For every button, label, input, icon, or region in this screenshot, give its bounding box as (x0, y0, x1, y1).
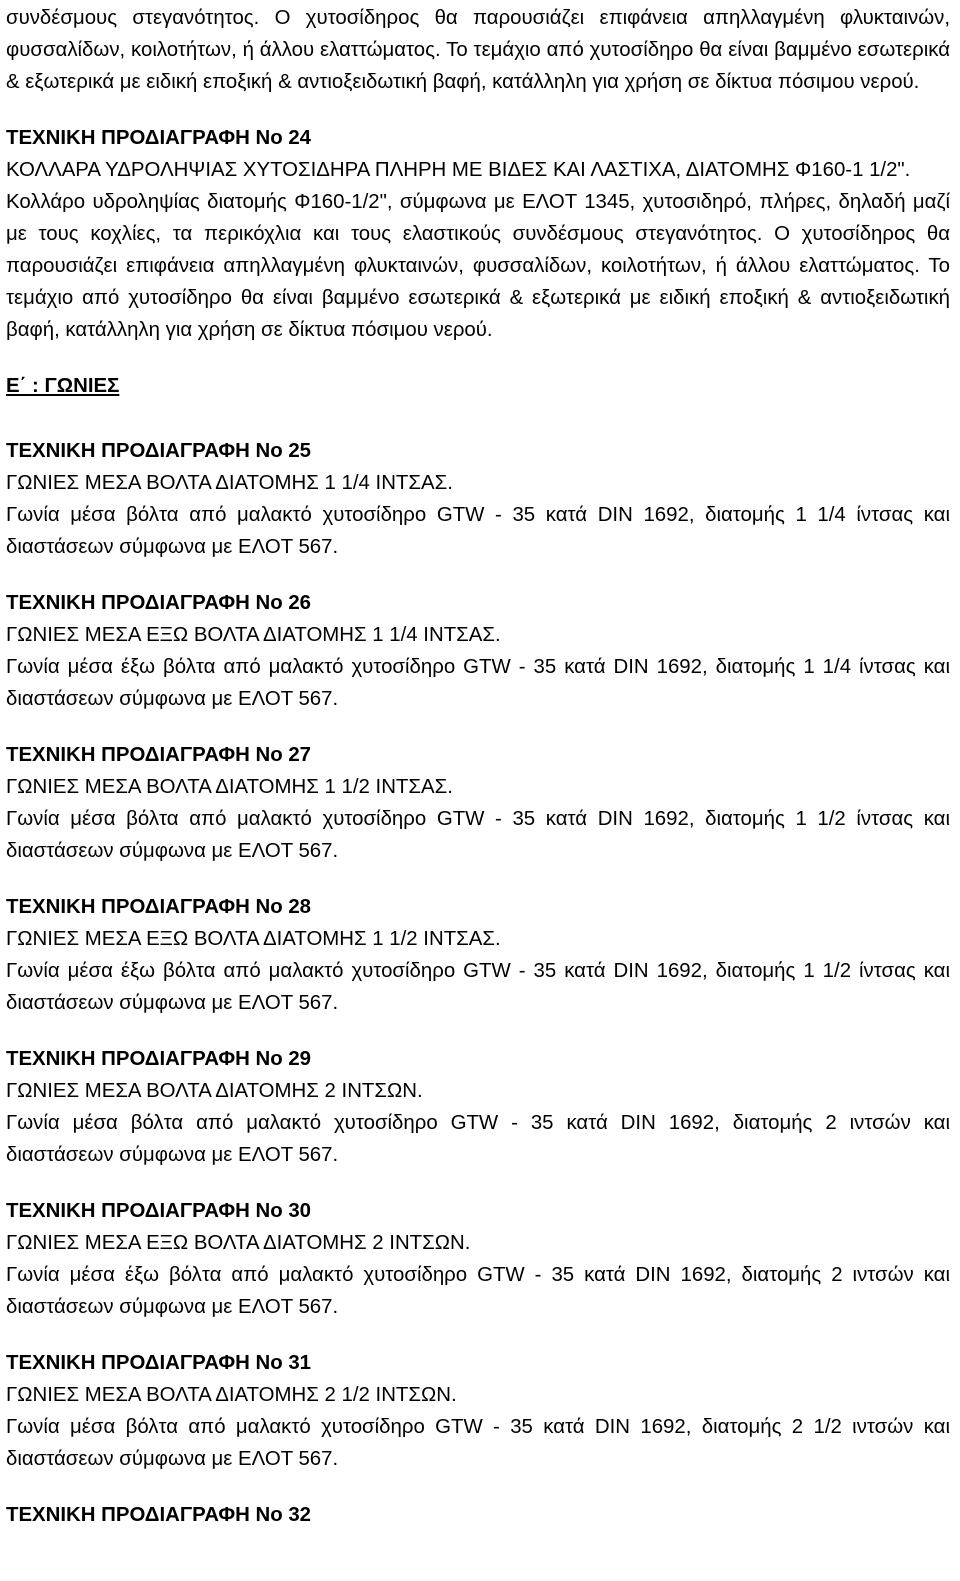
spec-29 (6, 1043, 950, 1171)
spec-27 (6, 739, 950, 867)
spacer (6, 1019, 950, 1043)
spec-31 (6, 1347, 950, 1475)
spacer (6, 1171, 950, 1195)
spec-title: ΓΩΝΙΕΣ ΜΕΣΑ ΕΞΩ ΒΟΛΤΑ ΔΙΑΤΟΜΗΣ 1 1/2 ΙΝΤΣΑΣ. (6, 928, 501, 950)
spec-heading: ΤΕΧΝΙΚΗ ΠΡΟΔΙΑΓΡΑΦΗ Νο 30 (6, 1200, 312, 1222)
spacer (6, 867, 950, 891)
spec-heading: ΤΕΧΝΙΚΗ ΠΡΟΔΙΑΓΡΑΦΗ Νο 32 (6, 1504, 312, 1526)
spacer (6, 98, 950, 122)
spec-26 (6, 587, 950, 715)
spec-heading: ΤΕΧΝΙΚΗ ΠΡΟΔΙΑΓΡΑΦΗ Νο 29 (6, 1048, 312, 1070)
spacer (6, 715, 950, 739)
spacer (6, 1475, 950, 1499)
document-page (6, 2, 950, 1531)
section-title: Ε΄ : ΓΩΝΙΕΣ (6, 375, 120, 397)
spec-32 (6, 1499, 950, 1531)
spec-body: Γωνία μέσα έξω βόλτα από μαλακτό χυτοσίδηρο GTW - 35 κατά DIN 1692, διατομής 2 ιντσών και διαστάσεων σύμφωνα με ΕΛΟΤ 567. (6, 1264, 950, 1318)
spacer (6, 1323, 950, 1347)
spec-title: ΓΩΝΙΕΣ ΜΕΣΑ ΕΞΩ ΒΟΛΤΑ ΔΙΑΤΟΜΗΣ 1 1/4 ΙΝΤΣΑΣ. (6, 624, 501, 646)
spec-body: Γωνία μέσα βόλτα από μαλακτό χυτοσίδηρο GTW - 35 κατά DIN 1692, διατομής 1 1/4 ίντσας και διαστάσεων σύμφωνα με ΕΛΟΤ 567. (6, 504, 950, 558)
spec-heading: ΤΕΧΝΙΚΗ ΠΡΟΔΙΑΓΡΑΦΗ Νο 24 (6, 127, 312, 149)
spec-heading: ΤΕΧΝΙΚΗ ΠΡΟΔΙΑΓΡΑΦΗ Νο 31 (6, 1352, 312, 1374)
spec-heading: ΤΕΧΝΙΚΗ ΠΡΟΔΙΑΓΡΑΦΗ Νο 27 (6, 744, 312, 766)
spec-24 (6, 122, 950, 346)
spec-heading: ΤΕΧΝΙΚΗ ΠΡΟΔΙΑΓΡΑΦΗ Νο 28 (6, 896, 312, 918)
spec-title: ΓΩΝΙΕΣ ΜΕΣΑ ΒΟΛΤΑ ΔΙΑΤΟΜΗΣ 1 1/4 ΙΝΤΣΑΣ. (6, 472, 453, 494)
spec-30 (6, 1195, 950, 1323)
spec-title: ΓΩΝΙΕΣ ΜΕΣΑ ΕΞΩ ΒΟΛΤΑ ΔΙΑΤΟΜΗΣ 2 ΙΝΤΣΩΝ. (6, 1232, 471, 1254)
spec-body: Γωνία μέσα έξω βόλτα από μαλακτό χυτοσίδηρο GTW - 35 κατά DIN 1692, διατομής 1 1/4 ίντσας και διαστάσεων σύμφωνα με ΕΛΟΤ 567. (6, 656, 950, 710)
spec-title: ΚΟΛΛΑΡΑ ΥΔΡΟΛΗΨΙΑΣ ΧΥΤΟΣΙΔΗΡΑ ΠΛΗΡΗ ΜΕ ΒΙΔΕΣ ΚΑΙ ΛΑΣΤΙΧΑ, ΔΙΑΤΟΜΗΣ Φ160-1 1/2". (6, 159, 911, 181)
spec-body: Κολλάρο υδροληψίας διατομής Φ160-1/2", σύμφωνα με ΕΛΟΤ 1345, χυτοσιδηρό, πλήρες, δηλαδή μαζί με τους κοχλίες, τα περικόχλια και τους ελαστικούς συνδέσμους στεγανότητος. Ο χυτοσίδηρος θα παρουσιάζει επιφάνεια απηλλαγμένη φλυκταινών, φυσσαλίδων, κοιλοτήτων, ή άλλου ελαττώματος. Το τεμάχιο από χυτοσίδηρο θα είναι βαμμένο εσωτερικά & εξωτερικά με ειδική εποξική & αντιοξειδωτική βαφή, κατάλληλη για χρήση σε δίκτυα πόσιμου νερού. (6, 191, 950, 341)
spacer (6, 346, 950, 370)
spec-body: Γωνία μέσα βόλτα από μαλακτό χυτοσίδηρο GTW - 35 κατά DIN 1692, διατομής 1 1/2 ίντσας και διαστάσεων σύμφωνα με ΕΛΟΤ 567. (6, 808, 950, 862)
spec-title: ΓΩΝΙΕΣ ΜΕΣΑ ΒΟΛΤΑ ΔΙΑΤΟΜΗΣ 2 1/2 ΙΝΤΣΩΝ. (6, 1384, 457, 1406)
spec-heading: ΤΕΧΝΙΚΗ ΠΡΟΔΙΑΓΡΑΦΗ Νο 25 (6, 440, 312, 462)
spec-title: ΓΩΝΙΕΣ ΜΕΣΑ ΒΟΛΤΑ ΔΙΑΤΟΜΗΣ 1 1/2 ΙΝΤΣΑΣ. (6, 776, 453, 798)
spec-28 (6, 891, 950, 1019)
spec-body: Γωνία μέσα βόλτα από μαλακτό χυτοσίδηρο GTW - 35 κατά DIN 1692, διατομής 2 ιντσών και διαστάσεων σύμφωνα με ΕΛΟΤ 567. (6, 1112, 950, 1166)
spec-body: Γωνία μέσα βόλτα από μαλακτό χυτοσίδηρο GTW - 35 κατά DIN 1692, διατομής 2 1/2 ιντσών και διαστάσεων σύμφωνα με ΕΛΟΤ 567. (6, 1416, 950, 1470)
intro-paragraph: συνδέσμους στεγανότητος. Ο χυτοσίδηρος θα παρουσιάζει επιφάνεια απηλλαγμένη φλυκταινών, φυσσαλίδων, κοιλοτήτων, ή άλλου ελαττώματος. Το τεμάχιο από χυτοσίδηρο θα είναι βαμμένο εσωτερικά & εξωτερικά με ειδική εποξική & αντιοξειδωτική βαφή, κατάλληλη για χρήση σε δίκτυα πόσιμου νερού. (6, 7, 950, 93)
spec-title: ΓΩΝΙΕΣ ΜΕΣΑ ΒΟΛΤΑ ΔΙΑΤΟΜΗΣ 2 ΙΝΤΣΩΝ. (6, 1080, 423, 1102)
spec-body: Γωνία μέσα έξω βόλτα από μαλακτό χυτοσίδηρο GTW - 35 κατά DIN 1692, διατομής 1 1/2 ίντσας και διαστάσεων σύμφωνα με ΕΛΟΤ 567. (6, 960, 950, 1014)
spacer (6, 402, 950, 435)
spec-heading: ΤΕΧΝΙΚΗ ΠΡΟΔΙΑΓΡΑΦΗ Νο 26 (6, 592, 312, 614)
spacer (6, 563, 950, 587)
spec-25 (6, 435, 950, 563)
